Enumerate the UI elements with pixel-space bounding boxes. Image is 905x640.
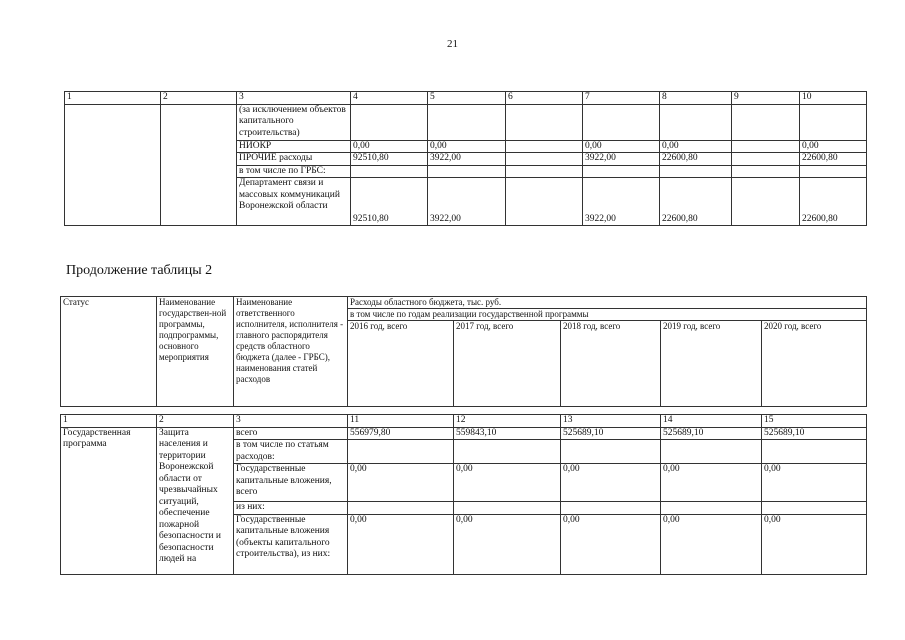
value-cell (800, 165, 867, 178)
value-cell: 525689,10 (561, 427, 661, 440)
value-cell: 525689,10 (661, 427, 762, 440)
value-cell (660, 104, 732, 140)
page-number: 21 (447, 38, 458, 50)
program-cell (161, 104, 237, 226)
value-cell: 0,00 (800, 140, 867, 153)
value-cell (732, 140, 800, 153)
value-cell: 0,00 (454, 464, 561, 502)
value-cell (506, 140, 583, 153)
value-cell: 92510,80 (351, 178, 428, 226)
value-cell: 0,00 (348, 514, 454, 574)
value-cell (506, 153, 583, 166)
row-name: Государственные капитальные вложения (объекты капитального строительства), из них: (234, 514, 348, 574)
header-cell: 5 (428, 92, 506, 105)
row-name: Государственные капитальные вложения, всего (234, 464, 348, 502)
value-cell (348, 502, 454, 515)
column-number: 1 (61, 415, 157, 428)
header-cell: 6 (506, 92, 583, 105)
value-cell (583, 165, 660, 178)
value-cell: 92510,80 (351, 153, 428, 166)
column-number: 15 (762, 415, 867, 428)
row-name: (за исключением объектов капитального строительства) (237, 104, 351, 140)
value-cell: 0,00 (454, 514, 561, 574)
value-cell: 0,00 (561, 514, 661, 574)
header-executor: Наименование ответственного исполнителя, исполнителя - главного распорядителя средств областного бюджета (далее - ГРБС), наименования статей расходов (234, 297, 348, 407)
value-cell (454, 502, 561, 515)
value-cell (506, 104, 583, 140)
value-cell: 0,00 (661, 514, 762, 574)
value-cell (583, 104, 660, 140)
header-cell: 2 (161, 92, 237, 105)
value-cell: 0,00 (661, 464, 762, 502)
value-cell: 0,00 (660, 140, 732, 153)
value-cell: 3922,00 (583, 153, 660, 166)
header-cell: 10 (800, 92, 867, 105)
value-cell: 556979,80 (348, 427, 454, 440)
row-name: НИОКР (237, 140, 351, 153)
table-2-body (60, 414, 867, 575)
header-cell: 3 (237, 92, 351, 105)
status-cell (65, 104, 161, 226)
value-cell: 3922,00 (428, 153, 506, 166)
value-cell: 22600,80 (660, 178, 732, 226)
column-number: 2 (157, 415, 234, 428)
value-cell (762, 502, 867, 515)
header-cell: 7 (583, 92, 660, 105)
value-cell: 0,00 (348, 464, 454, 502)
value-cell: 559843,10 (454, 427, 561, 440)
value-cell: 22600,80 (800, 153, 867, 166)
header-cell: 8 (660, 92, 732, 105)
header-cell: 1 (65, 92, 161, 105)
value-cell: 3922,00 (428, 178, 506, 226)
value-cell (348, 440, 454, 464)
value-cell (428, 104, 506, 140)
header-year: 2020 год, всего (762, 321, 867, 407)
column-number: 12 (454, 415, 561, 428)
value-cell: 525689,10 (762, 427, 867, 440)
continuation-title: Продолжение таблицы 2 (66, 263, 213, 278)
value-cell: 0,00 (762, 514, 867, 574)
header-year: 2017 год, всего (454, 321, 561, 407)
value-cell: 22600,80 (800, 178, 867, 226)
value-cell: 0,00 (583, 140, 660, 153)
header-year: 2019 год, всего (661, 321, 762, 407)
program-cell: Защита населения и территории Воронежской области от чрезвычайных ситуаций, обеспечение пожарной безопасности и безопасности людей на (157, 427, 234, 574)
header-cell: 9 (732, 92, 800, 105)
row-name: ПРОЧИЕ расходы (237, 153, 351, 166)
column-number: 13 (561, 415, 661, 428)
table-2-header (60, 296, 867, 407)
value-cell: 0,00 (762, 464, 867, 502)
status-cell: Государственная программа (61, 427, 157, 574)
header-year: 2018 год, всего (561, 321, 661, 407)
table-1 (64, 91, 867, 226)
header-status: Статус (61, 297, 157, 407)
value-cell: 0,00 (351, 140, 428, 153)
value-cell (506, 165, 583, 178)
value-cell (800, 104, 867, 140)
value-cell (561, 440, 661, 464)
table-header-row (65, 92, 867, 105)
value-cell (661, 440, 762, 464)
table-row (65, 104, 867, 140)
header-row (61, 297, 867, 309)
value-cell: 0,00 (428, 140, 506, 153)
row-name: в том числе по статьям расходов: (234, 440, 348, 464)
value-cell (661, 502, 762, 515)
value-cell (732, 153, 800, 166)
value-cell (428, 165, 506, 178)
value-cell (454, 440, 561, 464)
header-program: Наименование государствен-ной программы, подпрограммы, основного мероприятия (157, 297, 234, 407)
column-number: 14 (661, 415, 762, 428)
value-cell (762, 440, 867, 464)
value-cell (351, 104, 428, 140)
column-number: 11 (348, 415, 454, 428)
value-cell (732, 178, 800, 226)
row-name: всего (234, 427, 348, 440)
row-name: из них: (234, 502, 348, 515)
header-by-year: в том числе по годам реализации государственной программы (348, 309, 867, 321)
column-number: 3 (234, 415, 348, 428)
row-name: в том числе по ГРБС: (237, 165, 351, 178)
header-cell: 4 (351, 92, 428, 105)
header-year: 2016 год, всего (348, 321, 454, 407)
value-cell (506, 178, 583, 226)
value-cell (732, 104, 800, 140)
value-cell (732, 165, 800, 178)
value-cell (351, 165, 428, 178)
value-cell: 3922,00 (583, 178, 660, 226)
row-name: Департамент связи и массовых коммуникаций Воронежской области (237, 178, 351, 226)
value-cell (660, 165, 732, 178)
value-cell: 22600,80 (660, 153, 732, 166)
column-number-row (61, 415, 867, 428)
header-budget: Расходы областного бюджета, тыс. руб. (348, 297, 867, 309)
value-cell: 0,00 (561, 464, 661, 502)
table-row (61, 427, 867, 440)
value-cell (561, 502, 661, 515)
